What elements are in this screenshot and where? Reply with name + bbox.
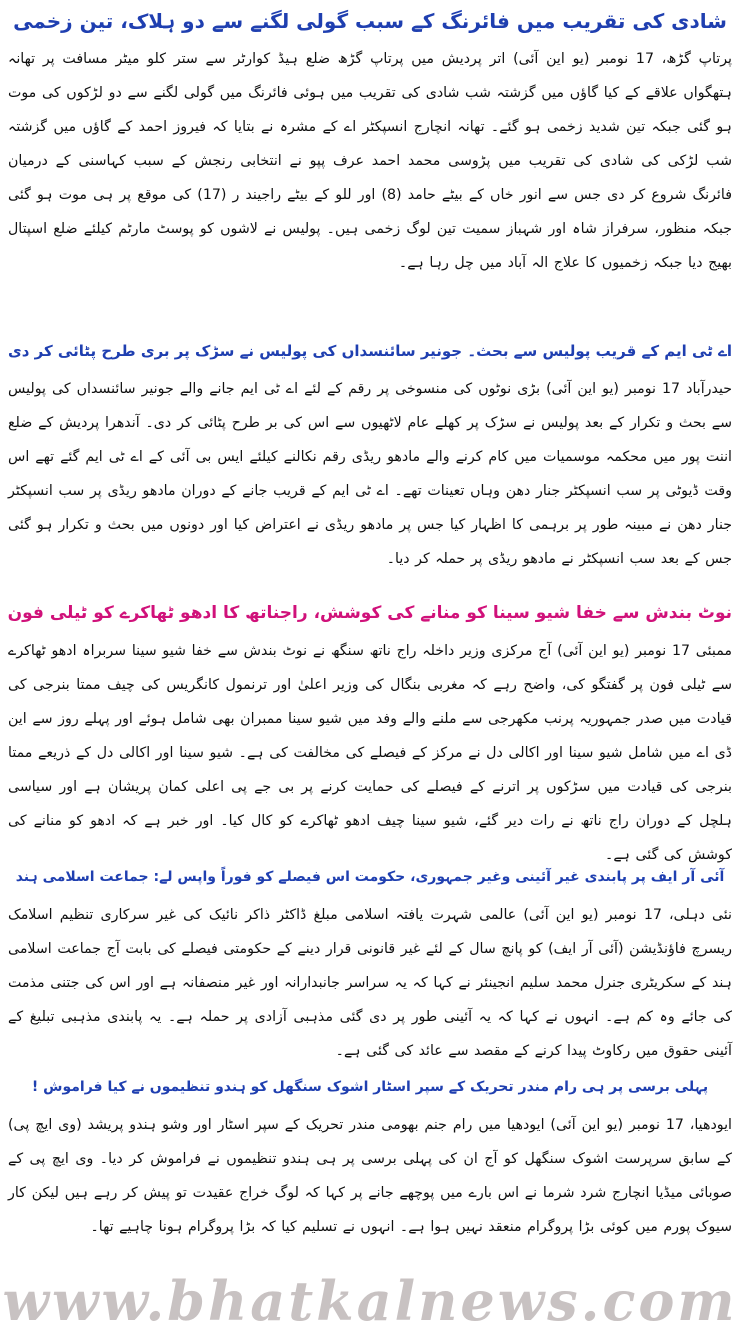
article-body: حیدرآباد 17 نومبر (یو این آئی) بڑی نوٹوں کی منسوخی پر رقم کے لئے اے ٹی ایم جانے والے جونیر سائنسداں کی پولیس سے بحث و تکرار کے بعد پولیس نے سڑک پر کھلے عام لاٹھیوں سے اس کی بر طرح پٹائی کر دی۔ آندھرا پردیش کے ضلع اننت پور میں محکمہ موسمیات میں کام کرنے والے مادھو ریڈی رقم نکالنے کیلئے ایس بی آئی کے اے ٹی ایم گئے تھے اس وقت ڈیوٹی پر سب انسپکٹر جنار دھن وہاں تعینات تھے۔ اے ٹی ایم کے قریب جانے کے دوران مادھو ریڈی پر سب انسپکٹر جنار دھن نے مبینہ طور پر برہمی کا اظہار کیا جس پر مادھو ریڈی نے اعتراض کیا اور دونوں میں بحث و تکرار ہو گئی جس کے بعد سب انسپکٹر نے مادھو ریڈی پر حملہ کر دیا۔ [8,381,733,567]
article-body: ایودھیا، 17 نومبر (یو این آئی) ایودھیا میں رام جنم بھومی مندر تحریک کے سپر اسٹار اور وشو ہندو پریشد (وی ایچ پی) کے سابق سرپرست اشوک سنگھل کو آج ان کی پہلی برسی پر ہی ہندو تنظیموں نے فراموش کر دیا۔ وی ایچ پی کے صوبائی میڈیا انچارج شرد شرما نے اس بارے میں پوچھے جانے پر کہا کہ لوگ خراج عقیدت تو پیش کر رہے ہیں لیکن کار سیوک پورم میں کوئی بڑا پروگرام منعقد نہیں ہوا ہے۔ انہوں نے تسلیم کیا کہ بڑا پروگرام ہونا چاہیے تھا۔ [8,1117,732,1235]
article-headline: اے ٹی ایم کے قریب پولیس سے بحث۔ جونیر سائنسداں کی پولیس نے سڑک پر بری طرح پٹائی کر دی [7,342,732,360]
article-shiv-sena [8,598,732,872]
article-headline: پہلی برسی پر ہی رام مندر تحریک کے سپر اسٹار اشوک سنگھل کو ہندو تنظیموں نے کیا فراموش ! [31,1079,709,1095]
site-watermark: www.bhatkalnews.com [2,1269,738,1333]
article-headline: نوٹ بندش سے خفا شیو سینا کو منانے کی کوشش، راجناتھ کا ادھو ٹھاکرے کو ٹیلی فون [7,603,732,623]
article-headline: آئی آر ایف پر پابندی غیر آئینی وغیر جمہوری، حکومت اس فیصلے کو فوراً واپس لے: جماعت اسلامی ہند [15,869,725,885]
article-body: نئی دہلی، 17 نومبر (یو این آئی) عالمی شہرت یافتہ اسلامی مبلغ ڈاکٹر ذاکر نائیک کی غیر سرکاری تنظیم اسلامک ریسرچ فاؤنڈیشن (آئی آر ایف) کو پانچ سال کے لئے غیر قانونی قرار دینے کے حکومتی فیصلے کی بابت آج جماعت اسلامی ہند کے سکریٹری جنرل محمد سلیم انجینئر نے کہا کہ یہ سراسر جانبدارانہ اور غیر منصفانہ ہے اور اس کی جتنی مذمت کی جائے وہ کم ہے۔ انہوں نے کہا کہ یہ آئینی طور پر دی گئی مذہبی آزادی پر حملہ ہے۔ یہ پابندی مذہبی تبلیغ کے آئینی حقوق میں رکاوٹ پیدا کرنے کے مقصد سے عائد کی گئی ہے۔ [8,907,732,1059]
article-body: پرتاپ گڑھ، 17 نومبر (یو این آئی) اتر پردیش میں پرتاپ گڑھ ضلع ہیڈ کوارٹر سے ستر کلو میٹر مسافت پر تھانہ ہتھگواں علاقے کے کیا گاؤں میں گزشتہ شب شادی کی تقریب میں ہوئی فائرنگ میں گولی لگنے سے دو لڑکوں کی موت ہو گئی جبکہ تین شدید زخمی ہو گئے۔ تھانہ انچارج انسپکٹر اے کے مشرہ نے بتایا کہ فیروز احمد کے گاؤں میں گزشتہ شب لڑکی کی شادی کی تقریب میں پڑوسی محمد احمد عرف پپو نے انتخابی رنجش کے سبب کہاسنی کے درمیان فائرنگ شروع کر دی جس سے انور خاں کے بیٹے حامد (8) اور للو کے بیٹے راجیند ر (17) کی موقع پر ہی موت ہو گئی جبکہ منظور، سرفراز شاہ اور شہباز سمیت تین لوگ زخمی ہیں۔ پولیس نے لاشوں کو پوسٹ مارٹم کیلئے ضلع اسپتال بھیج دیا جبکہ زخمیوں کا علاج الہ آباد میں چل رہا ہے۔ [8,51,732,271]
article-headline: شادی کی تقریب میں فائرنگ کے سبب گولی لگنے سے دو ہلاک، تین زخمی [13,9,727,33]
article-irf-ban [8,862,732,1068]
article-wedding-firing [8,6,732,280]
article-atm-scientist [8,336,732,576]
article-ashok-singhal [8,1072,732,1244]
article-body: ممبئی 17 نومبر (یو این آئی) آج مرکزی وزیر داخلہ راج ناتھ سنگھ نے نوٹ بندش سے خفا شیو سینا سربراہ ادھو ٹھاکرے سے ٹیلی فون پر گفتگو کی، واضح رہے کہ مغربی بنگال کی وزیر اعلیٰ اور ترنمول کانگریس کی چیف ممتا بنرجی کی قیادت میں صدر جمہوریہ پرنب مکھرجی سے ملنے والے وفد میں شیو سینا ممبران بھی شامل ہوئے اور پہلے روز سے این ڈی اے میں شامل شیو سینا اور اکالی دل نے مرکز کے فیصلے کی مخالفت کی ہے۔ شیو سینا اور اکالی دل کے ذریعے ممتا بنرجی کی قیادت میں سڑکوں پر اترنے کے فیصلے کی حمایت کرنے پر بی جے پی اعلی کمان پریشان ہے اور سیاسی ہلچل کے دوران راج ناتھ نے رات دیر گئے، شیو سینا چیف ادھو ٹھاکرے کو کال کیا۔ اور خبر ہے کہ ادھو کو منانے کی کوشش کی گئی ہے۔ [8,643,732,863]
